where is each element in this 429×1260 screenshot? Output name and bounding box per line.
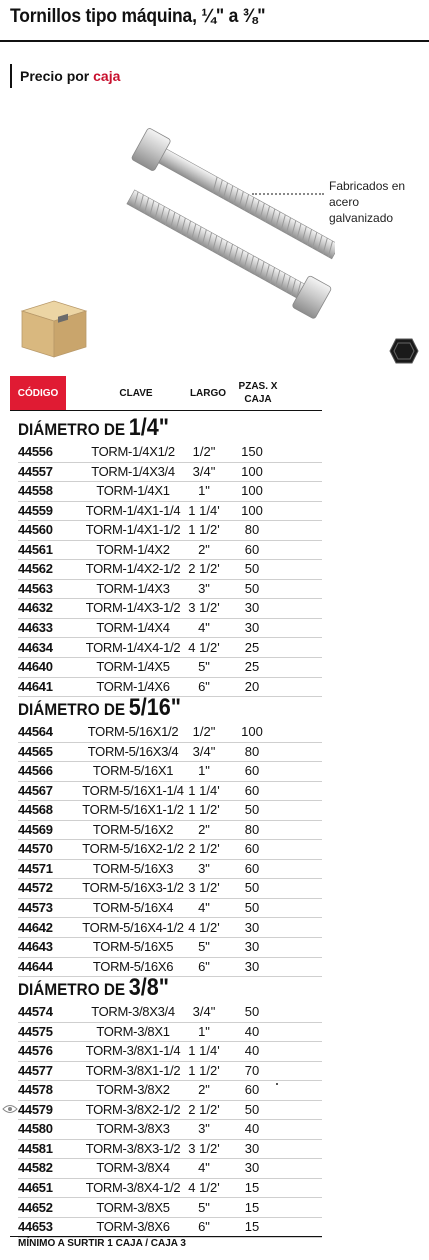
cell-largo: 3" bbox=[198, 580, 210, 596]
material-note bbox=[329, 178, 409, 226]
bolts-image bbox=[100, 120, 335, 335]
table-row bbox=[18, 520, 322, 541]
material-note-text: Fabricados en acero galvanizado bbox=[329, 179, 406, 225]
cell-codigo: 44577 bbox=[18, 1062, 53, 1078]
column-header-codigo: CÓDIGO bbox=[10, 376, 66, 410]
cell-pzas: 80 bbox=[244, 821, 260, 837]
section-heading-label: DIÁMETRO DE bbox=[18, 700, 126, 719]
cell-clave: TORM-5/16X5 bbox=[92, 939, 174, 955]
cell-largo: 3" bbox=[198, 860, 210, 876]
cell-clave: TORM-5/16X3/4 bbox=[87, 743, 179, 759]
section-heading-label: DIÁMETRO DE bbox=[18, 980, 126, 999]
cell-codigo: 44560 bbox=[18, 522, 53, 538]
cell-clave: TORM-5/16X3 bbox=[92, 860, 174, 876]
cell-largo: 2 1/2' bbox=[188, 561, 220, 577]
cell-pzas: 60 bbox=[244, 782, 260, 798]
cell-pzas: 15 bbox=[244, 1219, 260, 1235]
cell-largo: 1/2" bbox=[192, 444, 216, 459]
table-row bbox=[18, 481, 322, 502]
cell-largo: 2 1/2' bbox=[188, 841, 220, 857]
table-row bbox=[18, 1002, 322, 1023]
cell-codigo: 44569 bbox=[18, 821, 53, 837]
cell-clave: TORM-5/16X4 bbox=[92, 899, 174, 915]
table-row bbox=[18, 878, 322, 899]
column-header-pzas: PZAS. X CAJA bbox=[238, 381, 278, 405]
cell-codigo: 44571 bbox=[18, 860, 53, 876]
cell-largo: 2" bbox=[198, 541, 210, 557]
cell-clave: TORM-3/8X1-1/4 bbox=[85, 1043, 181, 1059]
table-row bbox=[18, 618, 322, 639]
table-row bbox=[18, 820, 322, 841]
cell-largo: 2 1/2' bbox=[188, 1101, 220, 1117]
table-row bbox=[18, 1178, 322, 1199]
cell-clave: TORM-3/8X4 bbox=[96, 1160, 170, 1176]
cell-pzas: 50 bbox=[244, 561, 260, 577]
cell-pzas: 50 bbox=[244, 880, 260, 896]
cell-codigo: 44633 bbox=[18, 619, 53, 635]
table-row bbox=[18, 742, 322, 763]
cell-clave: TORM-3/8X1-1/2 bbox=[85, 1062, 181, 1078]
cell-largo: 4" bbox=[198, 1160, 210, 1176]
table-row bbox=[18, 579, 322, 600]
cell-clave: TORM-3/8X2 bbox=[96, 1082, 170, 1098]
cell-clave: TORM-1/4X3 bbox=[96, 580, 170, 596]
cell-clave: TORM-1/4X2-1/2 bbox=[85, 561, 181, 577]
cell-clave: TORM-5/16X2-1/2 bbox=[82, 841, 184, 857]
cell-codigo: 44578 bbox=[18, 1082, 53, 1098]
cell-pzas: 100 bbox=[241, 724, 263, 739]
cell-largo: 6" bbox=[198, 678, 210, 694]
cell-clave: TORM-5/16X1-1/4 bbox=[82, 782, 184, 798]
cell-codigo: 44641 bbox=[18, 678, 53, 694]
column-header-largo: LARGO bbox=[189, 387, 227, 399]
cell-largo: 4" bbox=[198, 619, 210, 635]
cell-clave: TORM-1/4X1-1/4 bbox=[85, 502, 181, 518]
cell-largo: 5" bbox=[198, 1199, 210, 1215]
cell-largo: 1" bbox=[198, 763, 210, 779]
cell-largo: 4 1/2' bbox=[188, 919, 220, 935]
cell-largo: 6" bbox=[198, 958, 210, 974]
cell-clave: TORM-1/4X1-1/2 bbox=[85, 522, 181, 538]
cell-pzas: 100 bbox=[241, 483, 263, 499]
table-row bbox=[18, 598, 322, 619]
cell-pzas: 50 bbox=[244, 580, 260, 596]
cell-clave: TORM-5/16X6 bbox=[92, 958, 174, 974]
cell-codigo: 44632 bbox=[18, 600, 53, 616]
cell-codigo: 44565 bbox=[18, 743, 53, 759]
table-header bbox=[10, 376, 326, 410]
table-row bbox=[18, 937, 322, 958]
table-row bbox=[18, 722, 322, 743]
cell-pzas: 150 bbox=[241, 444, 263, 459]
cell-clave: TORM-1/4X4 bbox=[96, 619, 170, 635]
cell-clave: TORM-3/8X5 bbox=[96, 1199, 170, 1215]
cell-clave: TORM-3/8X4-1/2 bbox=[85, 1179, 181, 1195]
cell-codigo: 44643 bbox=[18, 939, 53, 955]
cell-clave: TORM-3/8X3 bbox=[96, 1121, 170, 1137]
table-row bbox=[18, 898, 322, 919]
section-heading-value: 3/8" bbox=[128, 974, 169, 1001]
table-row bbox=[18, 781, 322, 802]
cell-clave: TORM-1/4X3/4 bbox=[91, 463, 175, 479]
table-row bbox=[18, 501, 322, 522]
cell-largo: 4" bbox=[198, 899, 210, 915]
footer-divider bbox=[10, 1236, 322, 1237]
table-row bbox=[18, 638, 322, 659]
cell-clave: TORM-1/4X3-1/2 bbox=[85, 600, 181, 616]
cell-codigo: 44640 bbox=[18, 659, 53, 675]
cell-pzas: 60 bbox=[244, 541, 260, 557]
cell-largo: 3/4" bbox=[192, 1004, 216, 1019]
cell-largo: 1/2" bbox=[192, 724, 216, 739]
table-row bbox=[18, 462, 322, 483]
cell-largo: 1" bbox=[198, 1023, 210, 1039]
cell-codigo: 44644 bbox=[18, 958, 53, 974]
cell-pzas: 80 bbox=[244, 522, 260, 538]
cell-largo: 3" bbox=[198, 1121, 210, 1137]
section-heading-value: 5/16" bbox=[128, 694, 181, 721]
cell-clave: TORM-5/16X1/2 bbox=[87, 724, 179, 739]
page-title: Tornillos tipo máquina, ¼" a ⅜" bbox=[10, 6, 266, 27]
table-row bbox=[18, 918, 322, 939]
cell-pzas: 30 bbox=[244, 1160, 260, 1176]
cell-pzas: 50 bbox=[244, 1101, 260, 1117]
cell-clave: TORM-5/16X1 bbox=[92, 763, 174, 779]
cell-clave: TORM-1/4X6 bbox=[96, 678, 170, 694]
cell-clave: TORM-1/4X2 bbox=[96, 541, 170, 557]
cell-codigo: 44579 bbox=[18, 1101, 53, 1117]
cell-largo: 3 1/2' bbox=[188, 1140, 220, 1156]
cell-codigo: 44576 bbox=[18, 1043, 53, 1059]
cell-clave: TORM-5/16X3-1/2 bbox=[82, 880, 184, 896]
cell-pzas: 25 bbox=[244, 639, 260, 655]
cell-pzas: 30 bbox=[244, 619, 260, 635]
cell-codigo: 44563 bbox=[18, 580, 53, 596]
box-icon bbox=[18, 297, 90, 359]
cell-largo: 1 1/2' bbox=[188, 802, 220, 818]
cell-codigo: 44558 bbox=[18, 483, 53, 499]
cell-codigo: 44582 bbox=[18, 1160, 53, 1176]
cell-codigo: 44564 bbox=[18, 724, 53, 739]
cell-pzas: 30 bbox=[244, 958, 260, 974]
cell-clave: TORM-3/8X6 bbox=[96, 1219, 170, 1235]
table-row bbox=[18, 559, 322, 580]
note-leader-line bbox=[252, 193, 324, 195]
cell-largo: 1 1/4' bbox=[188, 502, 220, 518]
cell-pzas: 60 bbox=[244, 841, 260, 857]
cell-codigo: 44568 bbox=[18, 802, 53, 818]
cell-codigo: 44580 bbox=[18, 1121, 53, 1137]
cell-pzas: 15 bbox=[244, 1179, 260, 1195]
cell-largo: 3 1/2' bbox=[188, 880, 220, 896]
cell-codigo: 44634 bbox=[18, 639, 53, 655]
cell-codigo: 44574 bbox=[18, 1004, 53, 1019]
cell-codigo: 44566 bbox=[18, 763, 53, 779]
table-row bbox=[18, 442, 322, 463]
cell-codigo: 44567 bbox=[18, 782, 53, 798]
cell-largo: 4 1/2' bbox=[188, 1179, 220, 1195]
section-heading bbox=[18, 694, 181, 721]
table-row bbox=[18, 1139, 322, 1160]
cell-clave: TORM-1/4X4-1/2 bbox=[85, 639, 181, 655]
cell-pzas: 40 bbox=[244, 1023, 260, 1039]
cell-pzas: 70 bbox=[244, 1062, 260, 1078]
cell-codigo: 44652 bbox=[18, 1199, 53, 1215]
cell-clave: TORM-1/4X1 bbox=[96, 483, 170, 499]
table-row bbox=[18, 657, 322, 678]
section-heading bbox=[18, 974, 169, 1001]
cell-codigo: 44573 bbox=[18, 899, 53, 915]
cell-pzas: 20 bbox=[244, 678, 260, 694]
cell-pzas: 60 bbox=[244, 763, 260, 779]
cell-clave: TORM-3/8X3-1/2 bbox=[85, 1140, 181, 1156]
table-header-divider bbox=[10, 410, 322, 411]
table-row bbox=[18, 839, 322, 860]
cell-codigo: 44557 bbox=[18, 463, 53, 479]
cell-largo: 1 1/4' bbox=[188, 782, 220, 798]
cell-codigo: 44642 bbox=[18, 919, 53, 935]
section-heading bbox=[18, 414, 169, 441]
cell-pzas: 60 bbox=[244, 1082, 260, 1098]
cell-pzas: 50 bbox=[244, 1004, 260, 1019]
section-heading-label: DIÁMETRO DE bbox=[18, 420, 126, 439]
table-row bbox=[18, 1100, 322, 1121]
table-row bbox=[18, 1119, 322, 1140]
cell-clave: TORM-1/4X5 bbox=[96, 659, 170, 675]
cell-clave: TORM-3/8X3/4 bbox=[91, 1004, 175, 1019]
cell-clave: TORM-1/4X1/2 bbox=[91, 444, 175, 459]
cell-largo: 3 1/2' bbox=[188, 600, 220, 616]
cell-pzas: 40 bbox=[244, 1043, 260, 1059]
cell-pzas: 40 bbox=[244, 1121, 260, 1137]
cell-largo: 5" bbox=[198, 659, 210, 675]
cell-pzas: 100 bbox=[241, 502, 263, 518]
cell-codigo: 44562 bbox=[18, 561, 53, 577]
table-row bbox=[18, 1217, 322, 1238]
table-row bbox=[18, 1198, 322, 1219]
price-prefix: Precio por bbox=[20, 68, 90, 84]
column-header-clave: CLAVE bbox=[119, 387, 153, 399]
cell-pzas: 15 bbox=[244, 1199, 260, 1215]
cell-largo: 3/4" bbox=[192, 463, 216, 479]
price-label bbox=[10, 64, 120, 88]
table-row bbox=[18, 1061, 322, 1082]
cell-codigo: 44653 bbox=[18, 1219, 53, 1235]
title-divider bbox=[0, 40, 429, 42]
cell-clave: TORM-3/8X1 bbox=[96, 1023, 170, 1039]
cell-codigo: 44570 bbox=[18, 841, 53, 857]
cell-pzas: 25 bbox=[244, 659, 260, 675]
cell-clave: TORM-3/8X2-1/2 bbox=[85, 1101, 181, 1117]
cell-largo: 5" bbox=[198, 939, 210, 955]
cell-largo: 1 1/4' bbox=[188, 1043, 220, 1059]
cell-pzas: 80 bbox=[244, 743, 260, 759]
cell-pzas: 60 bbox=[244, 860, 260, 876]
cell-largo: 4 1/2' bbox=[188, 639, 220, 655]
stray-mark bbox=[276, 1083, 278, 1085]
cell-codigo: 44651 bbox=[18, 1179, 53, 1195]
table-row bbox=[18, 859, 322, 880]
cell-largo: 6" bbox=[198, 1219, 210, 1235]
cell-codigo: 44556 bbox=[18, 444, 53, 459]
cell-largo: 1" bbox=[198, 483, 210, 499]
cell-pzas: 50 bbox=[244, 802, 260, 818]
cell-pzas: 100 bbox=[241, 463, 263, 479]
table-row bbox=[18, 540, 322, 561]
cell-codigo: 44575 bbox=[18, 1023, 53, 1039]
cell-codigo: 44581 bbox=[18, 1140, 53, 1156]
cell-largo: 3/4" bbox=[192, 743, 216, 759]
eye-icon bbox=[2, 1103, 18, 1115]
cell-pzas: 30 bbox=[244, 939, 260, 955]
footer-note: MÍNIMO A SURTIR 1 CAJA / CAJA 3 bbox=[18, 1238, 186, 1249]
table-row bbox=[18, 1158, 322, 1179]
cell-codigo: 44559 bbox=[18, 502, 53, 518]
cell-codigo: 44561 bbox=[18, 541, 53, 557]
cell-pzas: 30 bbox=[244, 1140, 260, 1156]
table-row bbox=[18, 1041, 322, 1062]
table-row bbox=[18, 761, 322, 782]
cell-pzas: 30 bbox=[244, 600, 260, 616]
cell-clave: TORM-5/16X1-1/2 bbox=[82, 802, 184, 818]
price-unit: caja bbox=[93, 68, 121, 84]
cell-clave: TORM-5/16X2 bbox=[92, 821, 174, 837]
cell-codigo: 44572 bbox=[18, 880, 53, 896]
table-row bbox=[18, 800, 322, 821]
cell-clave: TORM-5/16X4-1/2 bbox=[82, 919, 184, 935]
cell-largo: 1 1/2' bbox=[188, 1062, 220, 1078]
cell-pzas: 30 bbox=[244, 919, 260, 935]
cell-pzas: 50 bbox=[244, 899, 260, 915]
hex-head-icon bbox=[389, 338, 419, 364]
section-heading-value: 1/4" bbox=[128, 414, 169, 441]
table-row bbox=[18, 1022, 322, 1043]
cell-largo: 1 1/2' bbox=[188, 522, 220, 538]
cell-largo: 2" bbox=[198, 1082, 210, 1098]
cell-largo: 2" bbox=[198, 821, 210, 837]
